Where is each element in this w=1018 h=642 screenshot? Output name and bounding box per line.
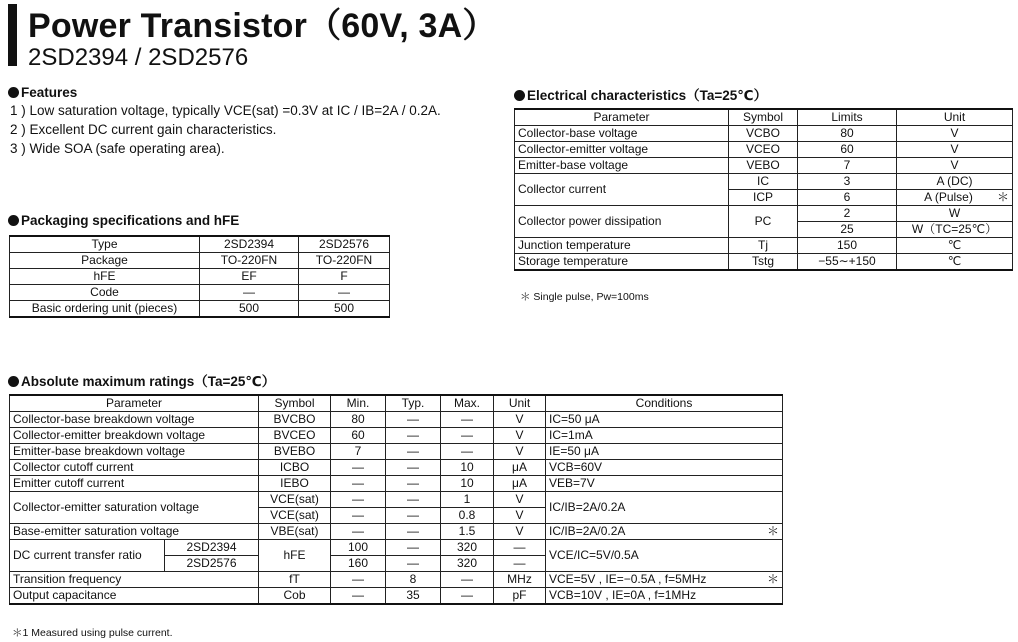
- feature-item: 3 ) Wide SOA (safe operating area).: [10, 141, 225, 156]
- table-cell: 8: [386, 572, 441, 588]
- table-cell: Storage temperature: [515, 254, 729, 271]
- table-cell: μA: [494, 476, 546, 492]
- table-cell: —: [200, 285, 299, 301]
- table-cell: V: [897, 158, 1013, 174]
- table-row: [10, 269, 390, 285]
- table-cell: V: [494, 508, 546, 524]
- table-cell: Collector current: [515, 174, 729, 206]
- table-cell: [897, 190, 1013, 206]
- table-row: [515, 206, 1013, 222]
- table-cell: ICP: [729, 190, 798, 206]
- table-cell: 500: [299, 301, 390, 318]
- table-cell: Transition frequency: [10, 572, 259, 588]
- table-cell: 10: [441, 460, 494, 476]
- table-cell: —: [441, 428, 494, 444]
- table-cell: IEBO: [259, 476, 331, 492]
- title-bar-decoration: [8, 4, 17, 66]
- table-row: [10, 444, 783, 460]
- table-cell: BVCEO: [259, 428, 331, 444]
- absolute-heading: Absolute maximum ratings（Ta=25℃）: [8, 370, 275, 390]
- table-header-cell: Type: [10, 236, 200, 253]
- table-row: [515, 126, 1013, 142]
- table-cell: 500: [200, 301, 299, 318]
- table-cell: PC: [729, 206, 798, 238]
- table-cell: 1: [441, 492, 494, 508]
- electrical-table: [514, 108, 1013, 271]
- table-cell: —: [494, 556, 546, 572]
- table-cell: —: [331, 492, 386, 508]
- table-cell: V: [494, 444, 546, 460]
- table-cell: —: [494, 540, 546, 556]
- table-header-cell: Unit: [897, 109, 1013, 126]
- table-cell: Collector-base voltage: [515, 126, 729, 142]
- table-cell: —: [331, 508, 386, 524]
- table-cell: —: [386, 492, 441, 508]
- table-cell: 320: [441, 556, 494, 572]
- table-cell: hFE: [10, 269, 200, 285]
- features-heading: Features: [8, 85, 77, 100]
- feature-item: 1 ) Low saturation voltage, typically VCE(sat) =0.3V at IC / IB=2A / 0.2A.: [10, 103, 441, 118]
- table-cell: Output capacitance: [10, 588, 259, 605]
- table-cell: —: [386, 428, 441, 444]
- absolute-table: [9, 394, 783, 605]
- table-cell: TO-220FN: [200, 253, 299, 269]
- table-cell: Collector-emitter saturation voltage: [10, 492, 259, 524]
- table-cell: 0.8: [441, 508, 494, 524]
- table-cell: Emitter-base voltage: [515, 158, 729, 174]
- table-cell: Collector-emitter breakdown voltage: [10, 428, 259, 444]
- table-row: [515, 254, 1013, 271]
- table-cell: 60: [798, 142, 897, 158]
- footnote-mark: ＊: [996, 190, 1009, 204]
- bullet-icon: [8, 215, 19, 226]
- table-header-cell: Parameter: [10, 395, 259, 412]
- table-cell: VCB=60V: [546, 460, 783, 476]
- table-cell: TO-220FN: [299, 253, 390, 269]
- table-row: [10, 285, 390, 301]
- table-cell: VBE(sat): [259, 524, 331, 540]
- table-cell: V: [897, 142, 1013, 158]
- table-cell: Junction temperature: [515, 238, 729, 254]
- condition-text: VCE=5V , IE=−0.5A , f=5MHz: [549, 572, 707, 586]
- table-cell: —: [441, 572, 494, 588]
- table-cell: Base-emitter saturation voltage: [10, 524, 259, 540]
- table-cell: —: [386, 508, 441, 524]
- bullet-icon: [8, 87, 19, 98]
- table-cell: 6: [798, 190, 897, 206]
- table-cell: VEB=7V: [546, 476, 783, 492]
- table-row: [10, 412, 783, 428]
- table-header-cell: Parameter: [515, 109, 729, 126]
- table-cell: IE=50 μA: [546, 444, 783, 460]
- electrical-heading: Electrical characteristics（Ta=25℃）: [514, 84, 767, 104]
- table-cell: Collector power dissipation: [515, 206, 729, 238]
- table-cell: ℃: [897, 254, 1013, 271]
- table-row: [10, 460, 783, 476]
- table-cell: —: [386, 524, 441, 540]
- table-cell: W: [897, 206, 1013, 222]
- table-header-cell: 2SD2394: [200, 236, 299, 253]
- table-cell: MHz: [494, 572, 546, 588]
- table-cell: DC current transfer ratio: [10, 540, 165, 572]
- table-cell: 150: [798, 238, 897, 254]
- table-cell: W（TC=25℃）: [897, 222, 1013, 238]
- table-cell: μA: [494, 460, 546, 476]
- table-cell: Cob: [259, 588, 331, 605]
- table-cell: 80: [798, 126, 897, 142]
- table-row: [10, 588, 783, 605]
- table-cell: —: [331, 588, 386, 605]
- table-row: [515, 142, 1013, 158]
- table-cell: 2: [798, 206, 897, 222]
- condition-text: IC/IB=2A/0.2A: [549, 524, 626, 538]
- table-header-cell: Symbol: [729, 109, 798, 126]
- table-cell: —: [441, 412, 494, 428]
- packaging-heading: Packaging specifications and hFE: [8, 213, 239, 228]
- unit-text: A (Pulse): [924, 190, 973, 204]
- table-cell: Collector-base breakdown voltage: [10, 412, 259, 428]
- table-cell: hFE: [259, 540, 331, 572]
- table-cell: 160: [331, 556, 386, 572]
- table-cell: Tj: [729, 238, 798, 254]
- table-row: [515, 238, 1013, 254]
- table-cell: VCE(sat): [259, 508, 331, 524]
- page-title: Power Transistor（60V, 3A）: [28, 7, 497, 45]
- table-cell: 320: [441, 540, 494, 556]
- table-row: [515, 174, 1013, 190]
- table-cell: V: [897, 126, 1013, 142]
- table-cell: Collector cutoff current: [10, 460, 259, 476]
- table-cell: IC: [729, 174, 798, 190]
- bullet-icon: [8, 376, 19, 387]
- table-cell: —: [331, 460, 386, 476]
- table-cell: VCBO: [729, 126, 798, 142]
- table-cell: Basic ordering unit (pieces): [10, 301, 200, 318]
- table-cell: [546, 572, 783, 588]
- table-cell: —: [441, 588, 494, 605]
- table-cell: VCE/IC=5V/0.5A: [546, 540, 783, 572]
- packaging-table: [9, 235, 390, 318]
- table-cell: —: [331, 524, 386, 540]
- table-cell: 7: [331, 444, 386, 460]
- electrical-footnote: ＊ Single pulse, Pw=100ms: [520, 291, 649, 303]
- table-cell: 25: [798, 222, 897, 238]
- table-header-cell: Symbol: [259, 395, 331, 412]
- table-cell: Emitter cutoff current: [10, 476, 259, 492]
- table-header-row: [10, 395, 783, 412]
- table-cell: —: [386, 556, 441, 572]
- table-row: [10, 253, 390, 269]
- table-cell: IC=50 μA: [546, 412, 783, 428]
- table-cell: Emitter-base breakdown voltage: [10, 444, 259, 460]
- table-row: [10, 301, 390, 318]
- table-header-row: [10, 236, 390, 253]
- table-cell: 1.5: [441, 524, 494, 540]
- table-cell: —: [331, 476, 386, 492]
- table-header-cell: Conditions: [546, 395, 783, 412]
- table-cell: 3: [798, 174, 897, 190]
- table-cell: VCEO: [729, 142, 798, 158]
- table-cell: Tstg: [729, 254, 798, 271]
- table-cell: —: [386, 412, 441, 428]
- table-cell: pF: [494, 588, 546, 605]
- table-cell: —: [386, 444, 441, 460]
- table-cell: 7: [798, 158, 897, 174]
- table-cell: F: [299, 269, 390, 285]
- table-header-cell: Unit: [494, 395, 546, 412]
- table-row: [10, 492, 783, 508]
- table-cell: ICBO: [259, 460, 331, 476]
- table-header-cell: Max.: [441, 395, 494, 412]
- table-header-cell: Limits: [798, 109, 897, 126]
- table-cell: ℃: [897, 238, 1013, 254]
- table-row: [515, 158, 1013, 174]
- bullet-icon: [514, 90, 525, 101]
- table-cell: BVEBO: [259, 444, 331, 460]
- table-header-cell: Typ.: [386, 395, 441, 412]
- table-cell: VEBO: [729, 158, 798, 174]
- table-cell: V: [494, 492, 546, 508]
- table-cell: —: [441, 444, 494, 460]
- table-cell: 35: [386, 588, 441, 605]
- table-cell: Collector-emitter voltage: [515, 142, 729, 158]
- table-cell: —: [386, 540, 441, 556]
- table-cell: Package: [10, 253, 200, 269]
- table-cell: A (DC): [897, 174, 1013, 190]
- table-cell: Code: [10, 285, 200, 301]
- table-cell: [546, 524, 783, 540]
- table-cell: 2SD2576: [165, 556, 259, 572]
- feature-item: 2 ) Excellent DC current gain characteristics.: [10, 122, 277, 137]
- page-subtitle: 2SD2394 / 2SD2576: [28, 44, 249, 71]
- table-cell: —: [386, 476, 441, 492]
- table-cell: 80: [331, 412, 386, 428]
- table-cell: 100: [331, 540, 386, 556]
- table-cell: EF: [200, 269, 299, 285]
- table-row: [10, 476, 783, 492]
- table-row: [10, 572, 783, 588]
- table-cell: VCB=10V , IE=0A , f=1MHz: [546, 588, 783, 605]
- table-cell: —: [299, 285, 390, 301]
- table-cell: 60: [331, 428, 386, 444]
- table-cell: 2SD2394: [165, 540, 259, 556]
- table-cell: VCE(sat): [259, 492, 331, 508]
- table-cell: V: [494, 428, 546, 444]
- table-row: [10, 428, 783, 444]
- table-cell: —: [386, 460, 441, 476]
- footnote-mark: ＊: [766, 524, 779, 538]
- table-row: [10, 524, 783, 540]
- table-cell: V: [494, 524, 546, 540]
- table-cell: −55∼+150: [798, 254, 897, 271]
- table-cell: 10: [441, 476, 494, 492]
- table-cell: fT: [259, 572, 331, 588]
- table-cell: V: [494, 412, 546, 428]
- table-cell: BVCBO: [259, 412, 331, 428]
- footnote-mark: ＊: [766, 572, 779, 586]
- absolute-footnote: ＊1 Measured using pulse current.: [12, 627, 173, 639]
- table-row: [10, 540, 783, 556]
- table-cell: IC=1mA: [546, 428, 783, 444]
- table-header-cell: Min.: [331, 395, 386, 412]
- table-cell: IC/IB=2A/0.2A: [546, 492, 783, 524]
- table-header-cell: 2SD2576: [299, 236, 390, 253]
- table-cell: —: [331, 572, 386, 588]
- table-header-row: [515, 109, 1013, 126]
